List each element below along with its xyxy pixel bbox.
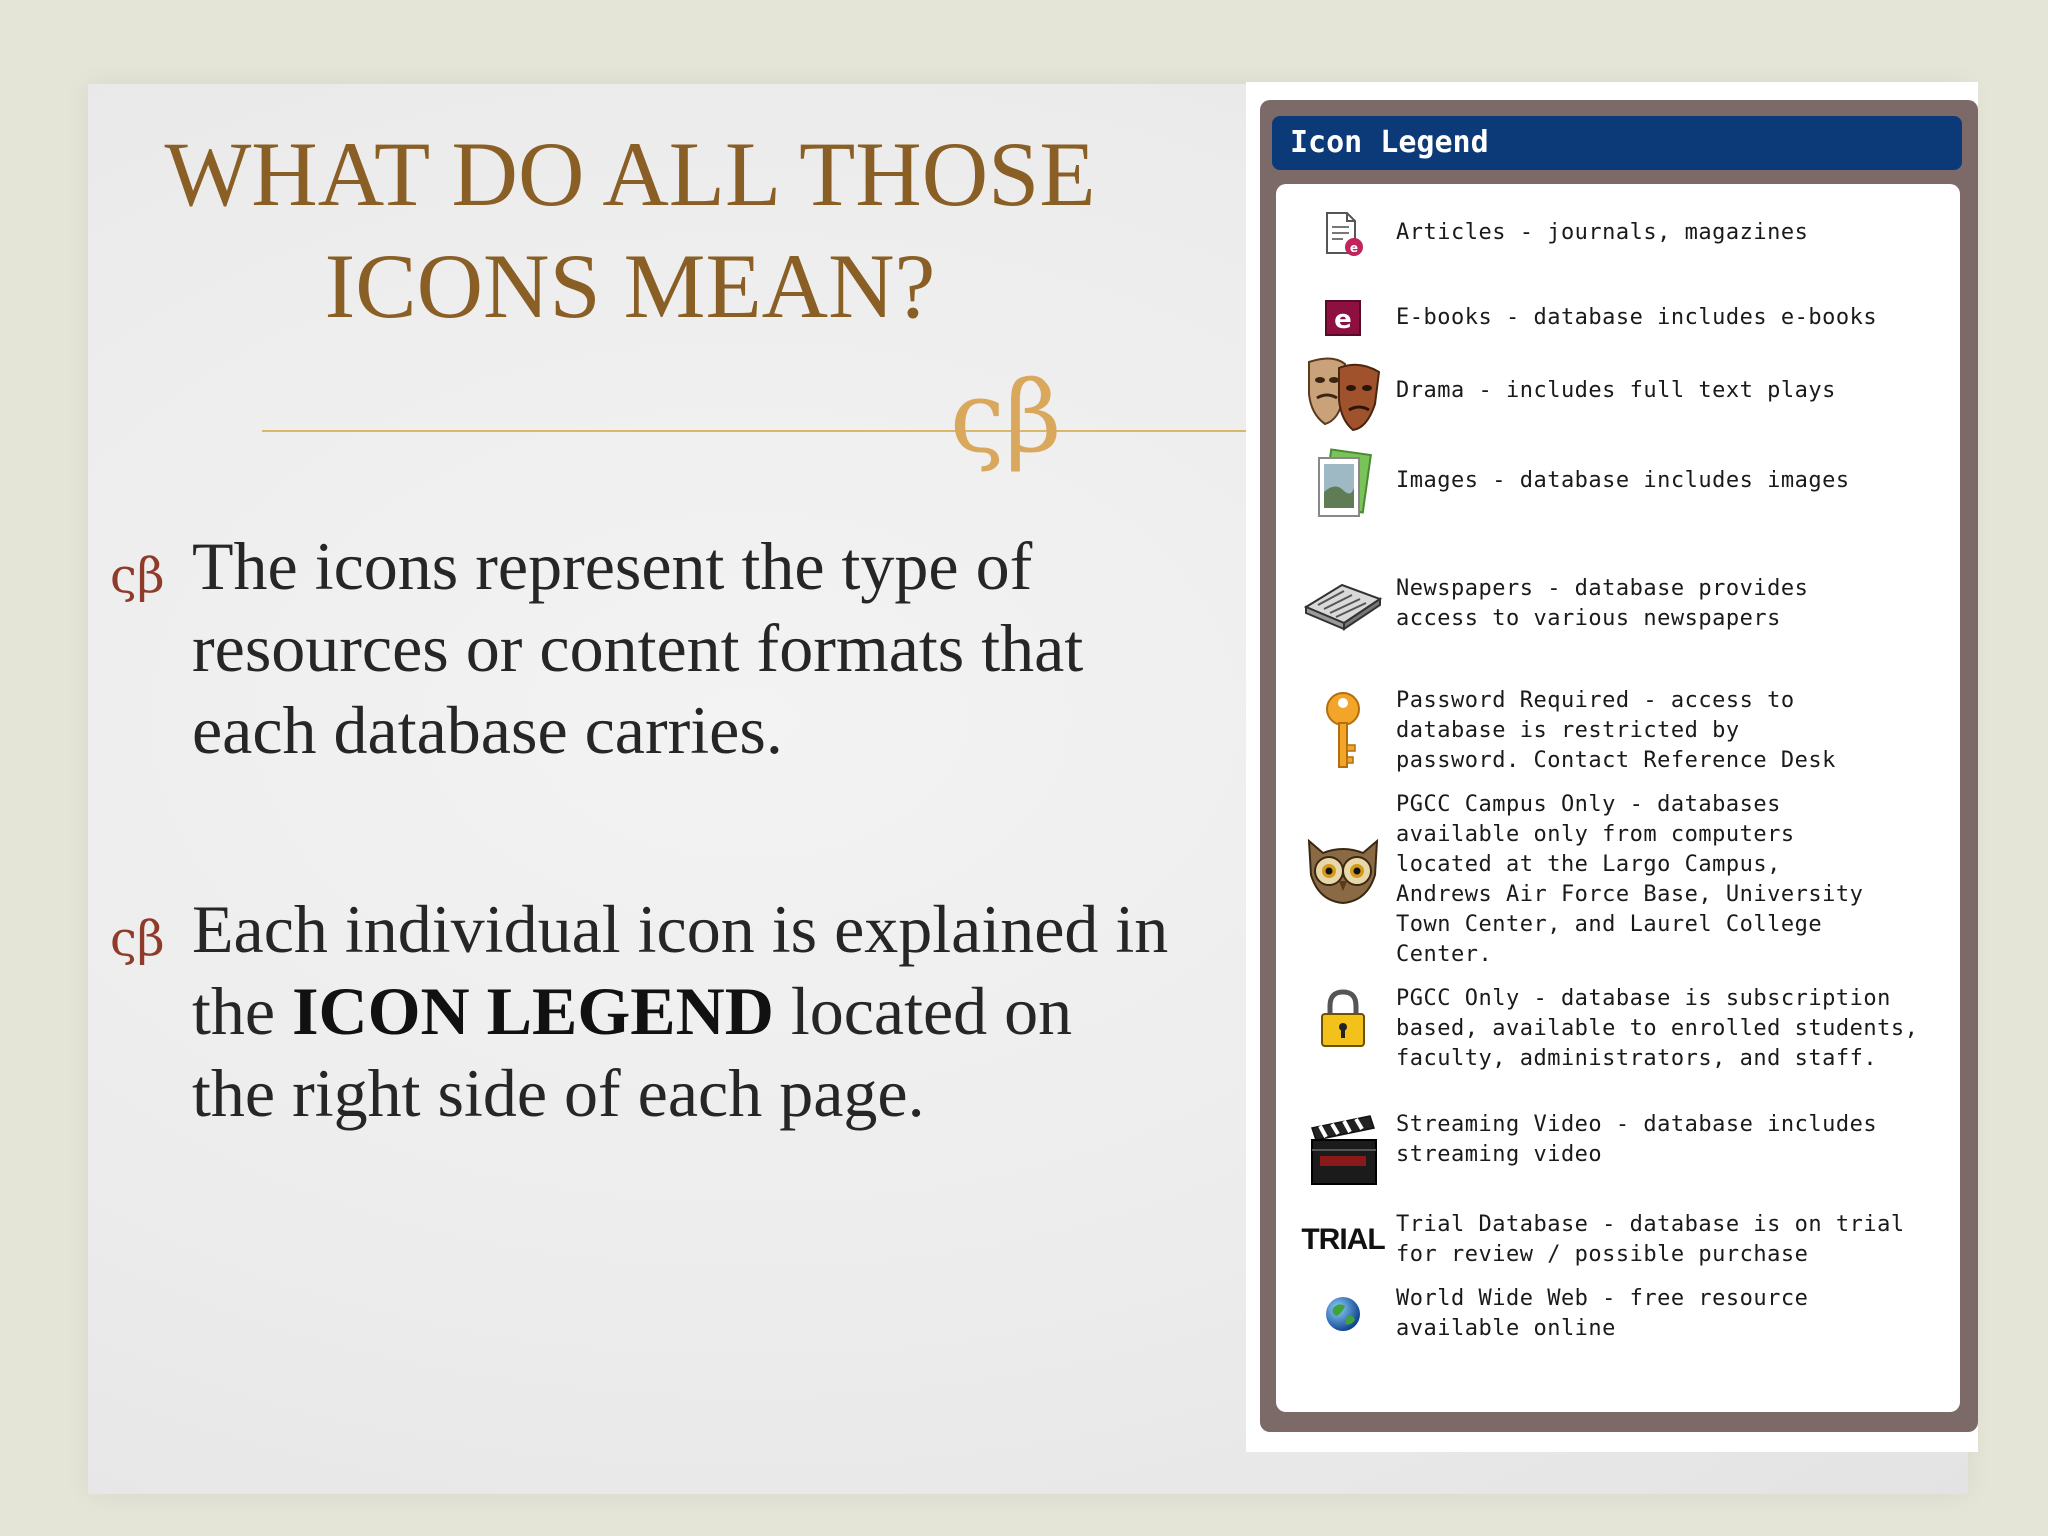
trial-icon <box>1302 1210 1384 1270</box>
legend-item-text: PGCC Only - database is subscription based, available to enrolled students, faculty, administrators, and staff. <box>1396 986 1919 1071</box>
trial-icon-label: TRIAL <box>1301 1223 1385 1256</box>
bullet-2-text-end: located on the right side of each page. <box>192 973 1073 1131</box>
key-icon <box>1302 686 1384 776</box>
bullet-ornament-icon: ςβ <box>110 911 165 967</box>
svg-text:e: e <box>1334 305 1352 335</box>
bullet-1 <box>110 525 1170 771</box>
padlock-icon <box>1302 984 1384 1054</box>
owl-icon <box>1302 830 1384 910</box>
legend-item-text: Images - database includes images <box>1396 468 1850 493</box>
bullet-2-text-start: Each individual icon is explained in the <box>192 891 1169 1049</box>
title-line-2: ICONS MEAN? <box>324 235 936 337</box>
slide-title <box>120 118 1140 342</box>
bullet-1-text: The icons represent the type of resources or content formats that each database carries. <box>192 528 1084 768</box>
bullet-2 <box>110 888 1170 1134</box>
icon-legend-panel <box>1246 82 1978 1452</box>
newspaper-icon <box>1302 574 1384 634</box>
globe-icon <box>1302 1284 1384 1344</box>
title-divider <box>262 430 1248 432</box>
bullet-2-text <box>192 888 1170 1134</box>
legend-item-text: E-books - database includes e-books <box>1396 305 1878 330</box>
legend-item-text: Drama - includes full text plays <box>1396 378 1836 403</box>
legend-list <box>1276 184 1960 1412</box>
title-line-1: WHAT DO ALL THOSE <box>164 123 1096 225</box>
legend-item-text: Articles - journals, magazines <box>1396 220 1809 245</box>
bullet-ornament-icon: ςβ <box>110 548 165 604</box>
article-document-icon <box>1302 206 1384 262</box>
svg-text:e: e <box>1349 241 1359 255</box>
clapperboard-icon <box>1302 1110 1384 1190</box>
legend-header: Icon Legend <box>1272 116 1962 170</box>
ebook-icon <box>1302 290 1384 346</box>
legend-item-text: Streaming Video - database includes streaming video <box>1396 1112 1878 1167</box>
icon-legend-emphasis: ICON LEGEND <box>292 973 774 1049</box>
drama-masks-icon <box>1302 354 1384 434</box>
legend-item-text: PGCC Campus Only - databases available only from computers located at the Largo Campus, Andrews Air Force Base, University Town Center, and Laurel College Center. <box>1396 792 1864 967</box>
flourish-ornament-icon: ςβ <box>950 361 1062 475</box>
legend-item-text: Newspapers - database provides access to various newspapers <box>1396 576 1809 631</box>
image-picture-icon <box>1302 446 1384 522</box>
legend-frame <box>1260 100 1978 1432</box>
legend-item-text: Trial Database - database is on trial for review / possible purchase <box>1396 1212 1905 1267</box>
legend-item-text: World Wide Web - free resource available online <box>1396 1286 1809 1341</box>
legend-item-text: Password Required - access to database is restricted by password. Contact Reference Desk <box>1396 688 1836 773</box>
